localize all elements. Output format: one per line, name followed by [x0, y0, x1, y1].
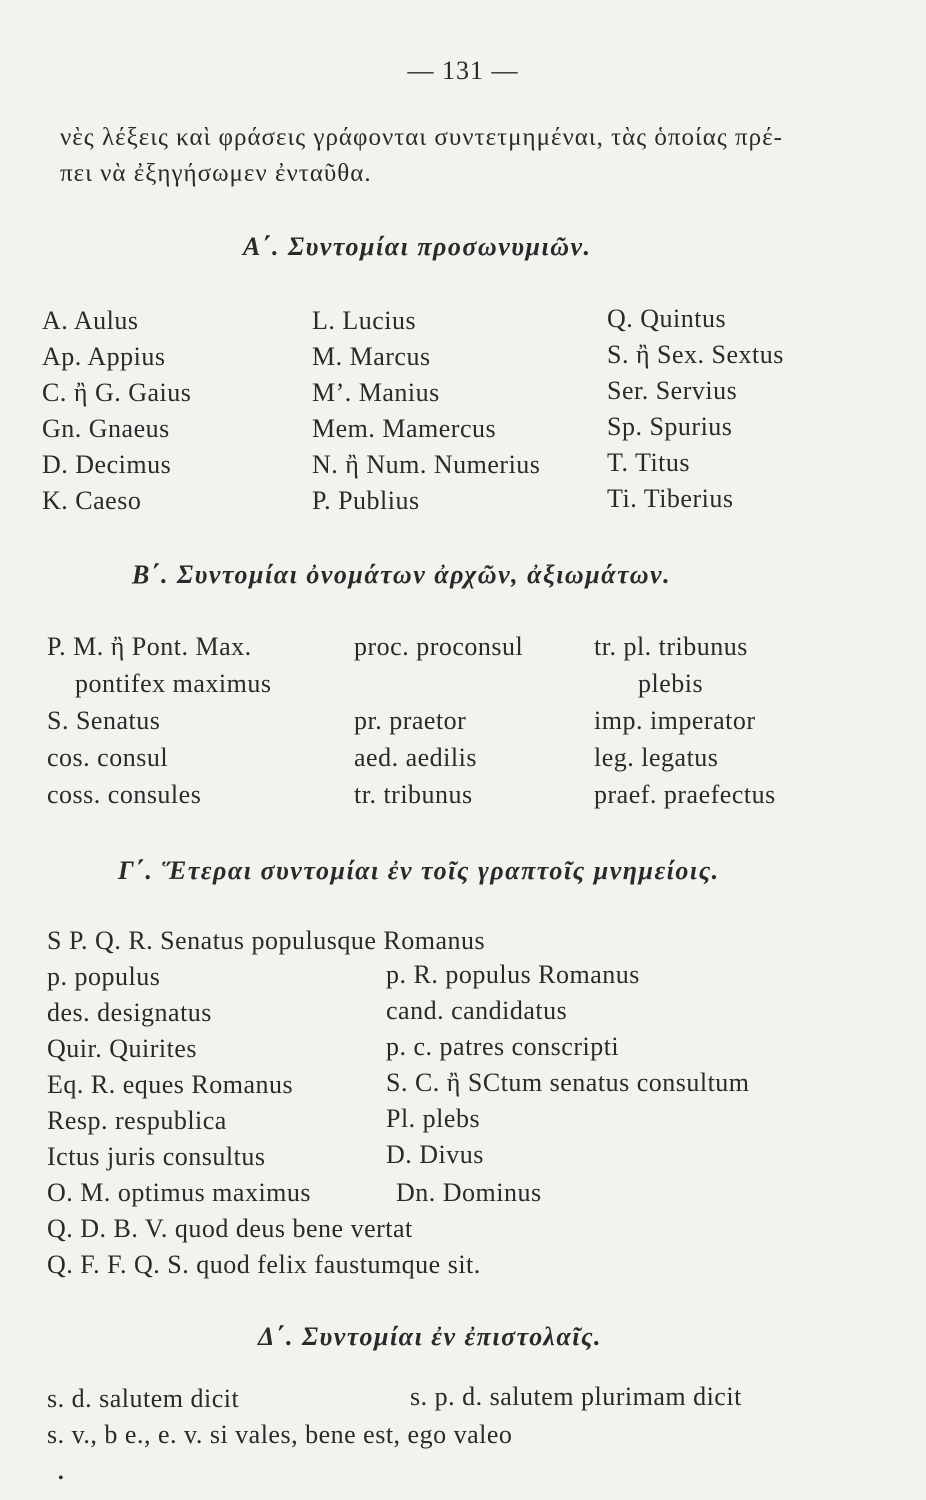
abbr-entry: plebis [638, 669, 704, 698]
abbr-entry: praef. praefectus [594, 780, 776, 809]
abbr-entry: Quir. Quirites [47, 1034, 197, 1063]
abbr-entry: Ser. Servius [607, 376, 738, 405]
abbr-entry: des. designatus [47, 998, 212, 1027]
abbr-entry: Sp. Spurius [607, 412, 733, 441]
abbr-entry: P. Publius [312, 486, 420, 515]
abbr-entry: Eq. R. eques Romanus [47, 1070, 294, 1099]
abbr-entry: tr. pl. tribunus [594, 632, 748, 661]
section-d-heading: Δ΄. Συντομίαι ἐν ἐπιστολαῖς. [258, 1322, 603, 1351]
section-a-heading: Α΄. Συντομίαι προσωνυμιῶν. [243, 232, 592, 261]
abbr-entry: p. R. populus Romanus [386, 960, 640, 989]
abbr-entry: Q. F. F. Q. S. quod felix faustumque sit. [47, 1250, 481, 1279]
abbr-entry: Pl. plebs [386, 1104, 481, 1133]
abbr-entry: A. Aulus [42, 306, 139, 335]
abbr-entry: D. Divus [386, 1140, 484, 1169]
abbr-entry: N. ἢ Num. Numerius [312, 450, 541, 479]
abbr-entry: O. M. optimus maximus [47, 1178, 312, 1207]
abbr-entry: M’. Manius [312, 378, 440, 407]
abbr-entry: pr. praetor [354, 706, 467, 735]
abbr-entry: p. populus [47, 962, 161, 991]
abbr-entry: S. ἢ Sex. Sextus [607, 340, 784, 369]
abbr-entry: Q. D. B. V. quod deus bene vertat [47, 1214, 413, 1243]
intro-line: πει νὰ ἐξηγήσωμεν ἐνταῦθα. [60, 160, 372, 187]
section-b-heading: Β΄. Συντομίαι ὀνομάτων ἀρχῶν, ἀξιωμάτων. [132, 560, 672, 589]
abbr-entry: cos. consul [47, 743, 169, 772]
abbr-entry: Dn. Dominus [396, 1178, 542, 1207]
abbr-entry: Ictus juris consultus [47, 1142, 266, 1171]
section-c-heading: Γ΄. Ἕτεραι συντομίαι ἐν τοῖς γραπτοῖς μνημείοις. [118, 856, 720, 885]
abbr-entry: aed. aedilis [354, 743, 477, 772]
abbr-entry: S P. Q. R. Senatus populusque Romanus [47, 926, 486, 955]
abbr-entry: leg. legatus [594, 743, 719, 772]
intro-line: νὲς λέξεις καὶ φράσεις γράφονται συντετμημέναι, τὰς ὁποίας πρέ- [60, 124, 783, 151]
abbr-entry: s. d. salutem dicit [47, 1384, 240, 1413]
abbr-entry: cand. candidatus [386, 996, 568, 1025]
abbr-entry: coss. consules [47, 780, 202, 809]
abbr-entry: M. Marcus [312, 342, 431, 371]
abbr-entry: s. p. d. salutem plurimam dicit [410, 1382, 742, 1411]
abbr-entry: Q. Quintus [607, 304, 727, 333]
abbr-entry: C. ἢ G. Gaius [42, 378, 192, 407]
abbr-entry: tr. tribunus [354, 780, 473, 809]
abbr-entry: Mem. Mamercus [312, 414, 497, 443]
abbr-entry: L. Lucius [312, 306, 417, 335]
abbr-entry: S. C. ἢ SCtum senatus consultum [386, 1068, 750, 1097]
ink-dot: • [58, 1470, 64, 1487]
abbr-entry: imp. imperator [594, 706, 756, 735]
abbr-entry: Gn. Gnaeus [42, 414, 170, 443]
abbr-entry: K. Caeso [42, 486, 142, 515]
abbr-entry: T. Titus [607, 448, 691, 477]
abbr-entry: proc. proconsul [354, 632, 524, 661]
abbr-entry: P. M. ἢ Pont. Max. [47, 632, 252, 661]
abbr-entry: Ti. Tiberius [607, 484, 734, 513]
abbr-entry: pontifex maximus [75, 669, 272, 698]
abbr-entry: s. v., b e., e. v. si vales, bene est, ego valeo [47, 1420, 513, 1449]
abbr-entry: Resp. respublica [47, 1106, 227, 1135]
abbr-entry: Ap. Appius [42, 342, 166, 371]
abbr-entry: D. Decimus [42, 450, 172, 479]
intro-paragraph [60, 120, 850, 192]
abbr-entry: p. c. patres conscripti [386, 1032, 620, 1061]
abbr-entry: S. Senatus [47, 706, 161, 735]
page-number: — 131 — [407, 56, 519, 85]
